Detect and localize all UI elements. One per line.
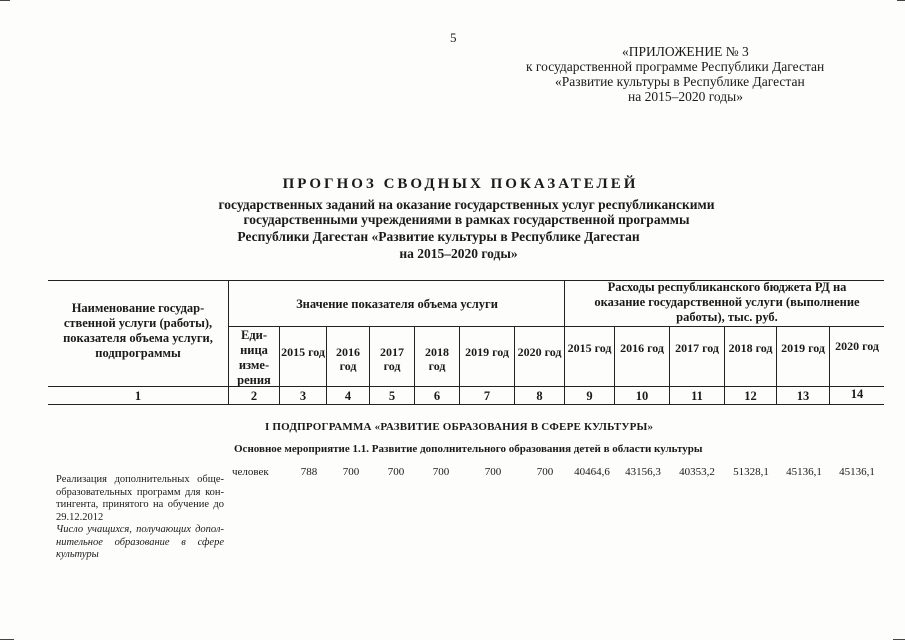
- title-line-2: государственными учреждениями в рамках государственной программы: [243, 212, 690, 227]
- title-line-4: на 2015–2020 годы»: [399, 246, 518, 261]
- unit-value: человек: [232, 466, 269, 478]
- document-title: ПРОГНОЗ СВОДНЫХ ПОКАЗАТЕЛЕЙ: [282, 176, 639, 192]
- scan-mark: [0, 0, 10, 1]
- year-header: 2017 год: [675, 341, 719, 355]
- appendix-line-3: «Развитие культуры в Республике Дагестан: [555, 74, 805, 89]
- expense-value: 43156,3: [625, 466, 661, 478]
- title-line-1: государственных заданий на оказание государственных услуг республиканскими: [218, 197, 715, 212]
- column-number: 9: [586, 389, 593, 403]
- column-number: 7: [483, 389, 491, 403]
- column-number: 13: [796, 389, 810, 403]
- column-number: 2: [250, 389, 258, 403]
- expense-value: 40353,2: [679, 466, 715, 478]
- year-header: 2019 год: [465, 345, 509, 359]
- year-header: 2015 год: [567, 341, 612, 355]
- volume-value: 700: [342, 466, 360, 478]
- column-number: 14: [850, 387, 864, 401]
- col-sep: [279, 326, 280, 404]
- col-sep: [776, 326, 777, 404]
- expense-value: 40464,6: [574, 466, 610, 478]
- unit-header: Еди-ница изме-рения: [237, 328, 271, 387]
- year-header: 2018 год: [425, 345, 449, 373]
- year-header: 2019 год: [781, 341, 825, 355]
- activity-title: Основное мероприятие 1.1. Развитие дополнительного образования детей в области культуры: [234, 443, 703, 455]
- year-header: 2015 год: [281, 345, 325, 359]
- col-sep: [829, 326, 830, 404]
- col-sep: [326, 326, 327, 404]
- col-sep: [724, 326, 725, 404]
- column-number: 3: [299, 389, 307, 403]
- expense-value: 45136,1: [839, 466, 875, 478]
- col-sep: [564, 280, 565, 404]
- year-header: 2017 год: [380, 345, 404, 373]
- col-sep: [514, 326, 515, 404]
- appendix-line-2: к государственной программе Республики Дагестан: [526, 59, 825, 74]
- year-header: 2016 год: [336, 345, 360, 373]
- indicator-name: Число учащихся, получающих допол-нительное образование в сфере культуры: [56, 524, 224, 560]
- expense-value: 51328,1: [733, 466, 769, 478]
- column-number: 12: [744, 389, 757, 403]
- col-sep: [669, 326, 670, 404]
- title-line-3: Республики Дагестан «Развитие культуры в Республике Дагестан: [237, 229, 640, 244]
- column-number: 11: [691, 389, 703, 403]
- volume-value: 700: [484, 466, 502, 478]
- year-header: 2020 год: [835, 339, 879, 353]
- column-number: 6: [433, 389, 441, 403]
- col-sep: [614, 326, 615, 404]
- service-name: Реализация дополнительных обще-образовательных программ для кон-тингента, принятого на обучение до 29.12.2012: [56, 474, 224, 523]
- volume-value: 700: [536, 466, 554, 478]
- column-number: 1: [134, 389, 142, 403]
- col-sep: [414, 326, 415, 404]
- col-sep: [369, 326, 370, 404]
- column-number: 5: [388, 389, 396, 403]
- column-number: 8: [536, 389, 543, 403]
- year-header: 2018 год: [728, 341, 773, 355]
- service-name-header: Наименование государ-ственной услуги (работы), показателя объема услуги, подпрограммы: [63, 301, 213, 360]
- volume-value: 788: [300, 466, 318, 478]
- expense-value: 45136,1: [786, 466, 822, 478]
- numbers-row-bottom: [48, 404, 884, 405]
- volume-value: 700: [432, 466, 450, 478]
- volume-value: 700: [387, 466, 405, 478]
- column-number: 10: [635, 389, 649, 403]
- numbers-row-top: [48, 386, 884, 387]
- col-sep: [459, 326, 460, 404]
- service-description: [56, 474, 224, 562]
- subprogram-title: I ПОДПРОГРАММА «РАЗВИТИЕ ОБРАЗОВАНИЯ В СФЕРЕ КУЛЬТУРЫ»: [265, 421, 654, 433]
- year-header: 2016 год: [620, 341, 664, 355]
- budget-expense-header: Расходы республиканского бюджета РД на оказание государственной услуги (выполнение работы), тыс. руб.: [594, 280, 860, 324]
- column-number: 4: [344, 389, 352, 403]
- page-number: 5: [450, 30, 457, 45]
- year-header: 2020 год: [517, 345, 562, 359]
- scan-mark: [897, 0, 905, 1]
- appendix-line-1: «ПРИЛОЖЕНИЕ № 3: [622, 44, 749, 59]
- volume-indicator-header: Значение показателя объема услуги: [296, 297, 498, 311]
- appendix-line-4: на 2015–2020 годы»: [628, 89, 743, 104]
